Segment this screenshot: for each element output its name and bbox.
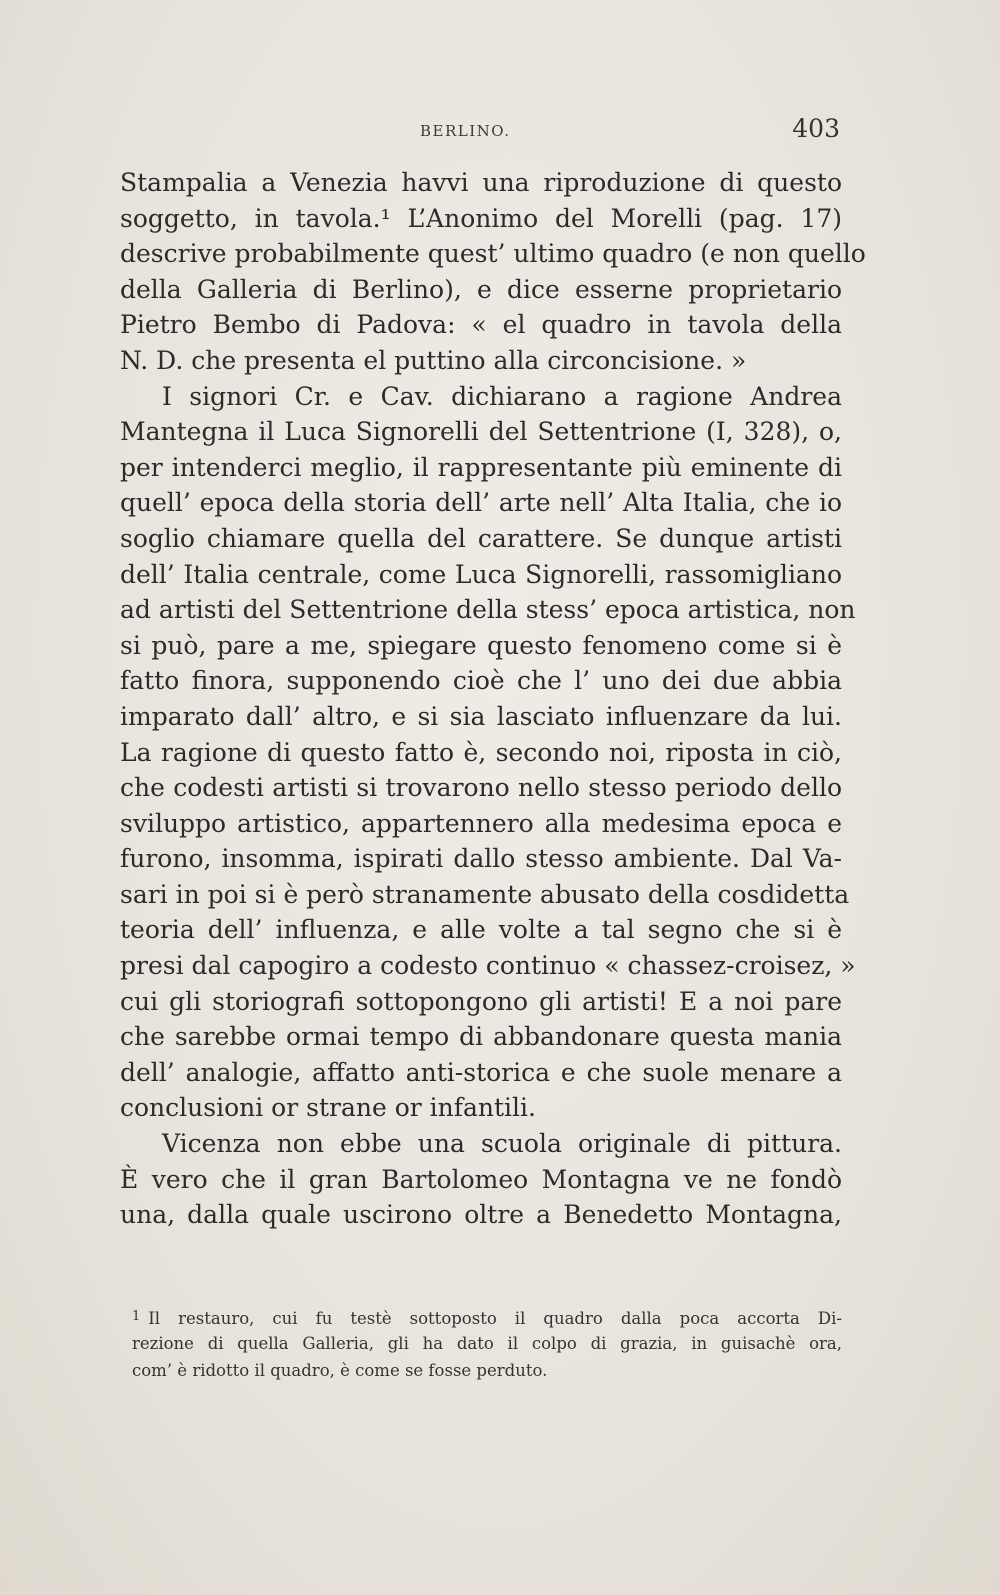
- text-line: conclusioni or strane or infantili.: [120, 1093, 536, 1123]
- text-line: Mantegna il Luca Signorelli del Settentrione (I, 328), o,: [120, 417, 842, 447]
- text-line: Vicenza non ebbe una scuola originale di pittura.: [162, 1129, 842, 1159]
- footnote: [132, 1303, 842, 1384]
- text-line: soggetto, in tavola.¹ L’Anonimo del Morelli (pag. 17): [120, 203, 842, 233]
- running-head: BERLINO.: [420, 122, 511, 140]
- text-line: teoria dell’ influenza, e alle volte a tal segno che si è: [120, 915, 842, 945]
- footnote-mark: 1: [132, 1309, 141, 1324]
- text-line: cui gli storiografi sottopongono gli artisti! E a noi pare: [120, 986, 842, 1016]
- text-line: che codesti artisti si trovarono nello stesso periodo dello: [120, 773, 842, 803]
- text-line: La ragione di questo fatto è, secondo noi, riposta in ciò,: [120, 737, 842, 767]
- text-line: È vero che il gran Bartolomeo Montagna ve ne fondò: [120, 1164, 842, 1194]
- footnote-line: [132, 1303, 842, 1330]
- text-line: fatto finora, supponendo cioè che l’ uno dei due abbia: [120, 666, 842, 696]
- text-line: descrive probabilmente quest’ ultimo quadro (e non quello: [120, 239, 866, 269]
- text-line: quell’ epoca della storia dell’ arte nell’ Alta Italia, che io: [120, 488, 842, 518]
- text-line: dell’ analogie, affatto anti-storica e che suole menare a: [120, 1057, 842, 1087]
- text-line: della Galleria di Berlino), e dice esserne proprietario: [120, 274, 842, 304]
- text-line: N. D. che presenta el puttino alla circoncisione. »: [120, 345, 747, 375]
- text-line: Stampalia a Venezia havvi una riproduzione di questo: [120, 168, 842, 197]
- footnote-text: Il restauro, cui fu testè sottoposto il quadro dalla poca accorta Di-: [148, 1309, 842, 1328]
- text-line: dell’ Italia centrale, come Luca Signorelli, rassomigliano: [120, 559, 842, 589]
- text-line: una, dalla quale uscirono oltre a Benedetto Montagna,: [120, 1200, 842, 1230]
- text-line: I signori Cr. e Cav. dichiarano a ragione Andrea: [162, 381, 842, 411]
- text-line: imparato dall’ altro, e si sia lasciato influenzare da lui.: [120, 701, 842, 731]
- footnote-line: com’ è ridotto il quadro, è come se fosse perduto.: [132, 1361, 548, 1380]
- text-line: che sarebbe ormai tempo di abbandonare questa mania: [120, 1022, 842, 1052]
- text-line: per intenderci meglio, il rappresentante più eminente di: [120, 452, 842, 482]
- text-line: sari in poi si è però stranamente abusato della cosdidetta: [120, 879, 850, 909]
- main-text: [120, 165, 866, 1233]
- text-line: sviluppo artistico, appartennero alla medesima epoca e: [120, 808, 842, 838]
- page-number: 403: [792, 114, 840, 143]
- text-line: furono, insomma, ispirati dallo stesso ambiente. Dal Va-: [120, 844, 842, 874]
- page-header: [120, 114, 840, 148]
- text-line: ad artisti del Settentrione della stess’ epoca artistica, non: [120, 595, 856, 625]
- footnote-line: rezione di quella Galleria, gli ha dato il colpo di grazia, in guisachè ora,: [132, 1334, 842, 1353]
- text-line: Pietro Bembo di Padova: « el quadro in tavola della: [120, 310, 842, 340]
- text-line: si può, pare a me, spiegare questo fenomeno come si è: [120, 630, 842, 660]
- text-line: soglio chiamare quella del carattere. Se dunque artisti: [120, 523, 842, 553]
- text-line: presi dal capogiro a codesto continuo « chassez-croisez, »: [120, 951, 856, 981]
